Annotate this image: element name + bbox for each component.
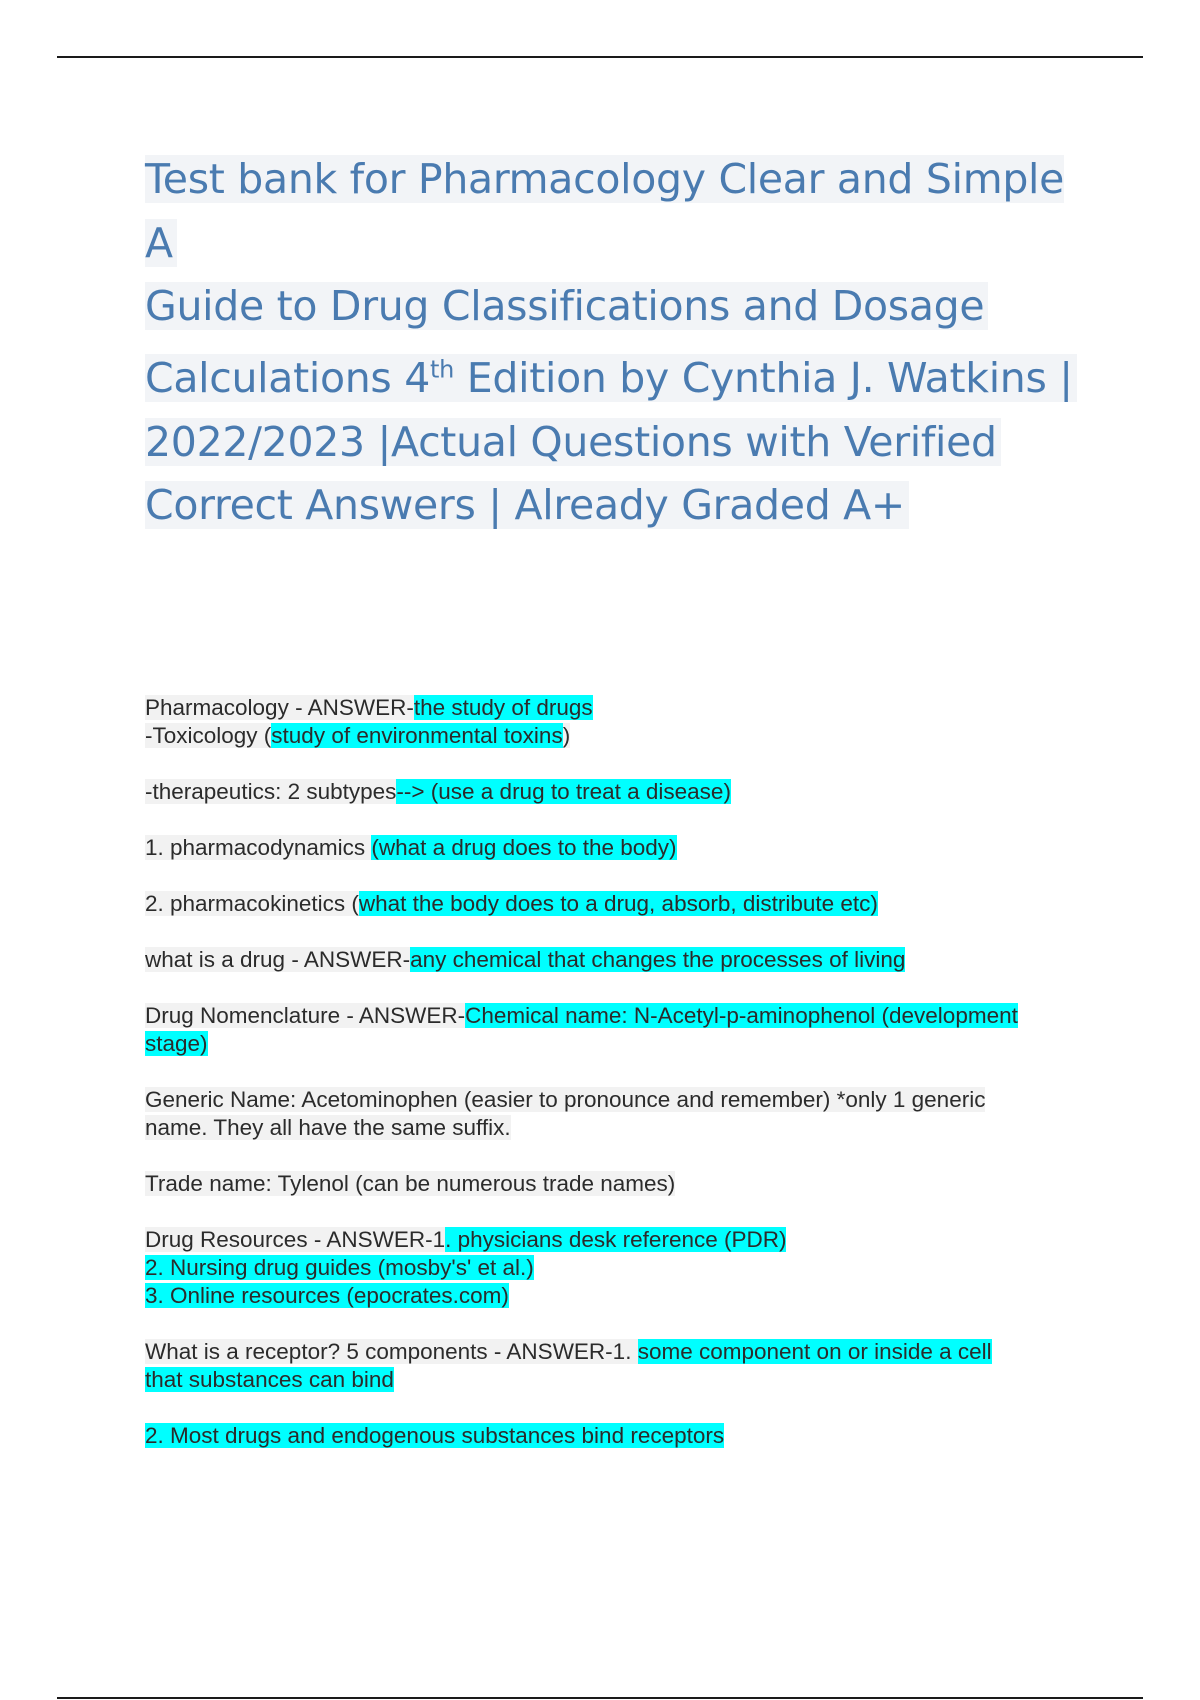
pharmacokinetics-line: 2. pharmacokinetics (what the body does to a drug, absorb, distribute etc) (145, 891, 878, 916)
drug-resources-line-2: 2. Nursing drug guides (mosby's' et al.) (145, 1255, 534, 1280)
trade-name-line: Trade name: Tylenol (can be numerous trade names) (145, 1171, 676, 1196)
title-line-4: 2022/2023 |Actual Questions with Verified (145, 418, 1001, 466)
nomenclature-line: Drug Nomenclature - ANSWER-Chemical name: N-Acetyl-p-aminophenol (development (145, 1003, 1018, 1028)
bottom-rule (57, 1697, 1143, 1699)
generic-name-line: Generic Name: Acetominophen (easier to pronounce and remember) *only 1 generic (145, 1087, 986, 1112)
title-line-5: Correct Answers | Already Graded A+ (145, 481, 909, 529)
qa-content (145, 694, 1085, 1450)
receptor-binding-line: 2. Most drugs and endogenous substances bind receptors (145, 1423, 725, 1448)
receptor-line-2: that substances can bind (145, 1367, 394, 1392)
pharmacology-question: Pharmacology - ANSWER-the study of drugs (145, 695, 593, 720)
toxicology-line: -Toxicology (study of environmental toxins) (145, 723, 571, 748)
title-line-1: Test bank for Pharmacology Clear and Simple A (145, 155, 1065, 267)
nomenclature-line-2: stage) (145, 1031, 208, 1056)
drug-resources-line: Drug Resources - ANSWER-1. physicians desk reference (PDR) (145, 1227, 787, 1252)
title-line-2: Guide to Drug Classifications and Dosage (145, 282, 988, 330)
therapeutics-line: -therapeutics: 2 subtypes--> (use a drug to treat a disease) (145, 779, 731, 804)
pharmacology-answer: the study of drugs (413, 695, 593, 720)
title-line-3: Calculations 4th Edition by Cynthia J. Watkins | (145, 354, 1077, 402)
generic-name-line-2: name. They all have the same suffix. (145, 1115, 511, 1140)
drug-definition-line: what is a drug - ANSWER-any chemical that changes the processes of living (145, 947, 906, 972)
drug-resources-line-3: 3. Online resources (epocrates.com) (145, 1283, 509, 1308)
document-title (145, 148, 1085, 538)
receptor-line: What is a receptor? 5 components - ANSWER-1. some component on or inside a cell (145, 1339, 992, 1364)
pharmacodynamics-line: 1. pharmacodynamics (what a drug does to the body) (145, 835, 677, 860)
top-rule (57, 56, 1143, 58)
